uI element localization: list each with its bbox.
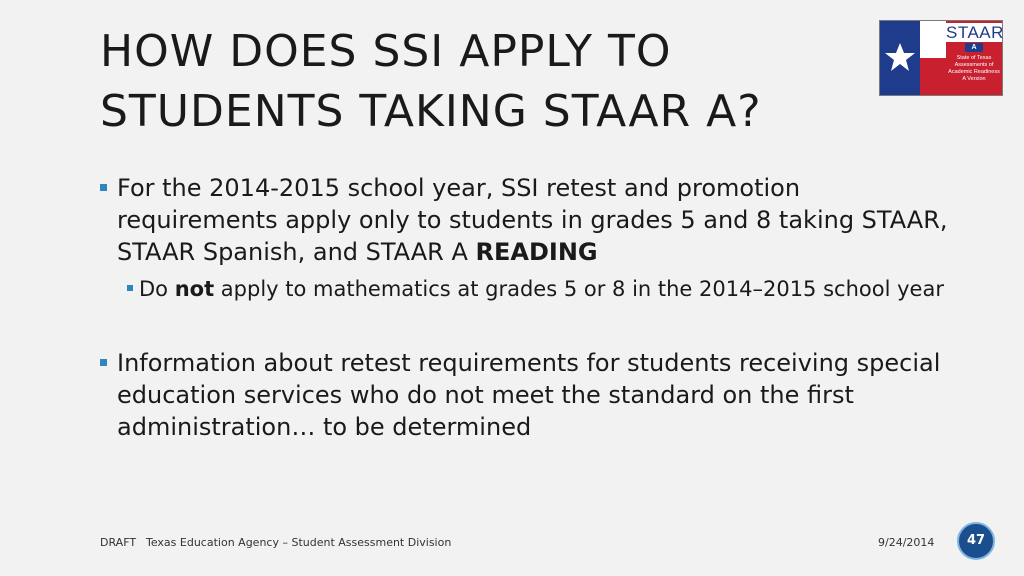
bullet-ssi-requirements (100, 172, 960, 268)
sub-bullet-bold-text: not (174, 277, 215, 301)
bullet-marker (100, 359, 107, 366)
bullet-retest-info (100, 347, 960, 443)
bullet-marker (100, 184, 107, 191)
star-icon (884, 41, 916, 73)
sub-bullet-marker (127, 285, 133, 291)
logo-tagline-line: State of Texas (956, 55, 992, 61)
logo-tagline-line: Assessments of (954, 62, 994, 68)
bullet-bold-text: READING (475, 238, 598, 266)
logo-tagline-line: Academic Readiness (948, 69, 1000, 75)
logo-tagline (946, 55, 1002, 83)
staar-a-logo (879, 20, 1003, 96)
flag-red-stripe (920, 58, 946, 95)
title-line-1: HOW DOES SSI APPLY TO (100, 26, 672, 77)
logo-version-badge: A (965, 43, 983, 52)
footer-date: 9/24/2014 (878, 536, 935, 549)
logo-wordmark: STAAR (946, 23, 1004, 42)
sub-bullet-mathematics (100, 274, 960, 304)
bullet-text: Information about retest requirements for students receiving special education services who do not meet the standard on the first administration… to be determined (117, 349, 941, 441)
footer-draft-label: DRAFT (100, 536, 137, 549)
page-number-badge: 47 (957, 522, 995, 560)
sub-bullet-text-after: apply to mathematics at grades 5 or 8 in the 2014–2015 school year (214, 277, 944, 301)
title-line-2: STUDENTS TAKING STAAR A? (100, 86, 762, 137)
sub-bullet-text-before: Do (139, 277, 175, 301)
flag-white-stripe (920, 21, 946, 58)
footer-agency: Texas Education Agency – Student Assessment Division (146, 536, 452, 549)
slide-title (100, 22, 860, 142)
logo-tagline-line: A Version (962, 76, 986, 82)
bullet-text: For the 2014-2015 school year, SSI retest and promotion requirements apply only to students in grades 5 and 8 taking STAAR, STAAR Spanish, and STAAR A (117, 174, 948, 266)
slide-body (100, 172, 960, 443)
